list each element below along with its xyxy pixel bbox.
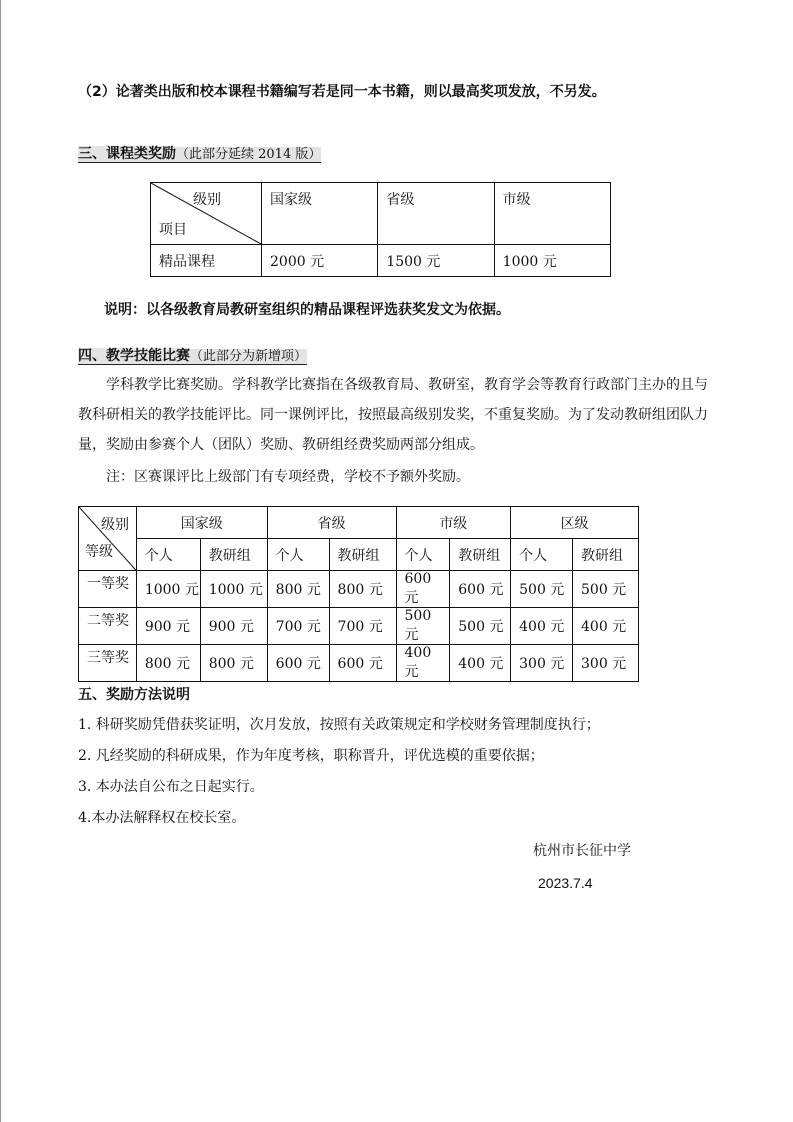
table2-cell: 900 元 [136, 608, 200, 645]
table2-cell: 800 元 [329, 571, 396, 608]
table2-sub-group: 教研组 [450, 539, 511, 571]
section4-paragraph: 学科教学比赛奖励。学科教学比赛指在各级教育局、教研室，教育学会等教育行政部门主办的且与教科研相关的教学技能评比。同一课例评比，按照最高级别发奖，不重复奖励。为了发动教研组团队力量，奖励由参赛个人（团队）奖励、教研组经费奖励两部分组成。 [78, 377, 708, 453]
table2-cell: 800 元 [136, 645, 200, 682]
table2-header-district: 区级 [511, 507, 639, 539]
section3-note: 说明：以各级教育局教研室组织的精品课程评选获奖发文为依据。 [104, 302, 510, 318]
table-row [79, 645, 639, 682]
section5-item-1: 1. 科研奖励凭借获奖证明，次月发放，按照有关政策规定和学校财务管理制度执行； [78, 717, 600, 733]
table2-cell: 600 元 [396, 571, 450, 608]
table1-cell: 2000 元 [262, 245, 378, 277]
table1-header-municipal: 市级 [494, 183, 610, 245]
table2-cell: 600 元 [450, 571, 511, 608]
section5-heading: 五、奖励方法说明 [78, 687, 190, 703]
table2-row-name: 二等奖 [79, 608, 137, 645]
section4-heading: 四、教学技能比赛 [78, 348, 190, 364]
table2-cell: 400 元 [511, 608, 573, 645]
table-row [79, 608, 639, 645]
table1-corner-bottom: 项目 [159, 222, 187, 238]
page-left-border [0, 0, 1, 1122]
table2-corner-top: 级别 [101, 517, 129, 533]
section4-tag: （此部分为新增项） [190, 349, 308, 364]
table2-cell: 300 元 [573, 645, 639, 682]
table2-sub-group: 教研组 [573, 539, 639, 571]
table2-cell: 700 元 [329, 608, 396, 645]
table-row [79, 571, 639, 608]
table2-cell: 900 元 [200, 608, 267, 645]
table2-cell: 700 元 [267, 608, 329, 645]
section3-title [78, 144, 321, 165]
table1-corner-top: 级别 [193, 192, 221, 208]
table2-sub-individual: 个人 [511, 539, 573, 571]
table2-cell: 600 元 [267, 645, 329, 682]
table2-corner-bottom: 等级 [85, 544, 113, 560]
table2-corner-cell [79, 507, 137, 571]
note-2: （2）论著类出版和校本课程书籍编写若是同一本书籍，则以最高奖项发放，不另发。 [78, 84, 606, 100]
course-award-table [150, 182, 611, 277]
table1-cell: 1500 元 [378, 245, 494, 277]
table2-cell: 400 元 [450, 645, 511, 682]
table1-header-provincial: 省级 [378, 183, 494, 245]
section5-item-4: 4.本办法解释权在校长室。 [78, 810, 246, 826]
teaching-competition-table [78, 506, 639, 682]
table2-header-municipal: 市级 [396, 507, 511, 539]
table2-cell: 800 元 [200, 645, 267, 682]
section5-item-2: 2. 凡经奖励的科研成果，作为年度考核，职称晋升，评优选模的重要依据； [78, 748, 544, 764]
table2-cell: 800 元 [267, 571, 329, 608]
section4-title [78, 346, 307, 367]
section3-tag: （此部分延续 2014 版） [176, 147, 322, 162]
table2-cell: 600 元 [329, 645, 396, 682]
table2-row-name: 一等奖 [79, 571, 137, 608]
table2-header-provincial: 省级 [267, 507, 396, 539]
table2-cell: 1000 元 [200, 571, 267, 608]
table2-cell: 400 元 [396, 645, 450, 682]
signature-date: 2023.7.4 [538, 875, 593, 891]
table2-cell: 400 元 [573, 608, 639, 645]
table2-cell: 500 元 [396, 608, 450, 645]
table1-row-name: 精品课程 [151, 245, 262, 277]
table-row [151, 245, 611, 277]
table2-sub-group: 教研组 [329, 539, 396, 571]
table2-sub-group: 教研组 [200, 539, 267, 571]
table2-cell: 500 元 [511, 571, 573, 608]
section3-heading: 三、课程类奖励 [78, 146, 176, 162]
table2-cell: 300 元 [511, 645, 573, 682]
table2-cell: 1000 元 [136, 571, 200, 608]
signature-org: 杭州市长征中学 [533, 843, 631, 859]
table2-cell: 500 元 [450, 608, 511, 645]
table2-row-name: 三等奖 [79, 645, 137, 682]
table2-header-national: 国家级 [136, 507, 267, 539]
table1-cell: 1000 元 [494, 245, 610, 277]
table2-sub-individual: 个人 [136, 539, 200, 571]
table2-cell: 500 元 [573, 571, 639, 608]
table1-header-national: 国家级 [262, 183, 378, 245]
table1-corner-cell [151, 183, 262, 245]
table2-sub-individual: 个人 [396, 539, 450, 571]
section4-note: 注：区赛课评比上级部门有专项经费，学校不予额外奖励。 [106, 469, 470, 485]
section5-item-3: 3. 本办法自公布之日起实行。 [78, 779, 264, 795]
table2-sub-individual: 个人 [267, 539, 329, 571]
